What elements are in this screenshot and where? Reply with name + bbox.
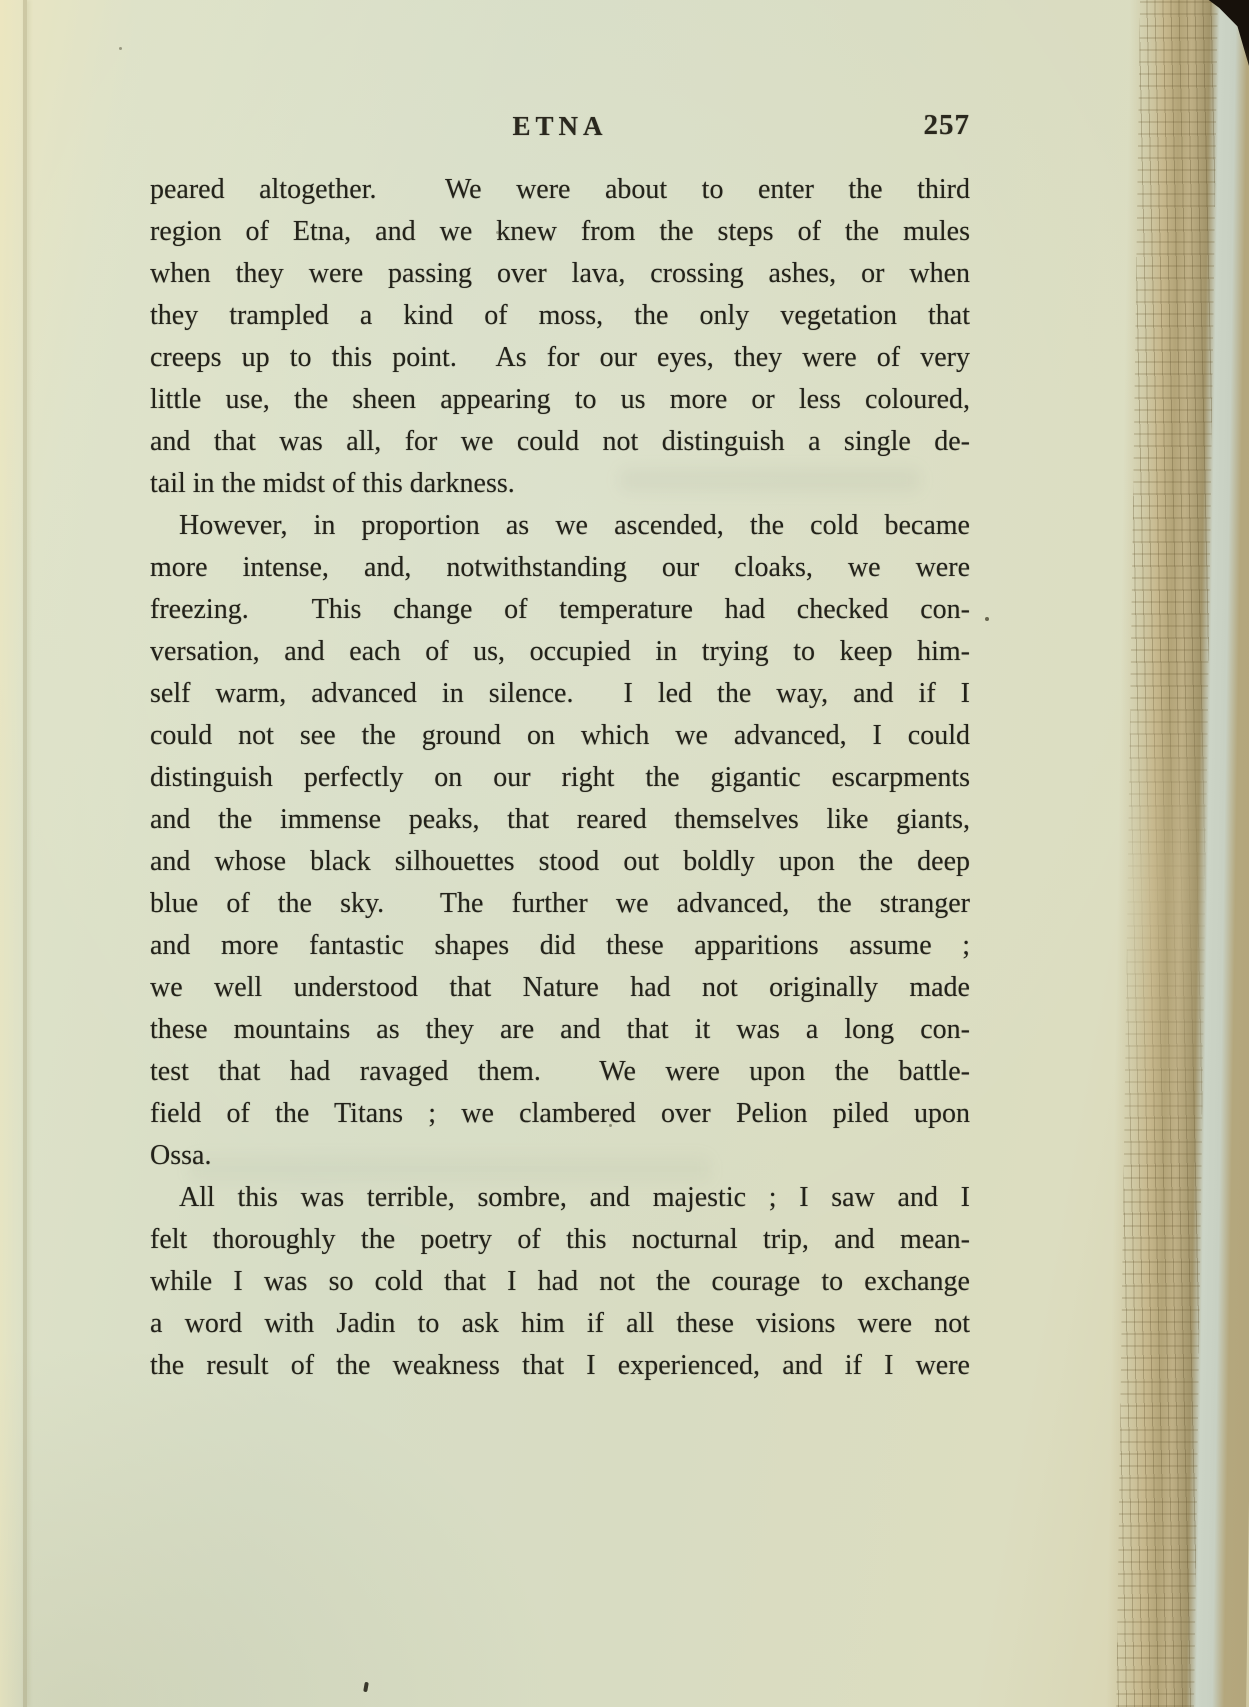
- text-line: Ossa.: [150, 1140, 212, 1171]
- page-header: [150, 111, 970, 147]
- text-line: freezing. This change of temperature had checked con-: [150, 594, 970, 625]
- running-title: ETNA: [512, 111, 608, 141]
- text-line: when they were passing over lava, crossing ashes, or when: [150, 258, 970, 289]
- paragraph: [150, 1177, 970, 1387]
- text-block: [150, 169, 970, 1387]
- text-line: felt thoroughly the poetry of this nocturnal trip, and mean-: [150, 1224, 970, 1255]
- text-line: All this was terrible, sombre, and majestic ; I saw and I: [179, 1182, 970, 1213]
- text-line: creeps up to this point. As for our eyes, they were of very: [150, 342, 970, 373]
- text-line: and whose black silhouettes stood out boldly upon the deep: [150, 846, 970, 877]
- text-line: could not see the ground on which we advanced, I could: [150, 720, 970, 751]
- text-line: little use, the sheen appearing to us more or less coloured,: [150, 384, 970, 415]
- text-line: these mountains as they are and that it was a long con-: [150, 1014, 970, 1045]
- text-line: while I was so cold that I had not the courage to exchange: [150, 1266, 970, 1297]
- text-line: more intense, and, notwithstanding our cloaks, we were: [150, 552, 970, 583]
- text-line: test that had ravaged them. We were upon the battle-: [150, 1056, 970, 1087]
- text-line: they trampled a kind of moss, the only vegetation that: [150, 300, 970, 331]
- text-line: the result of the weakness that I experienced, and if I were: [150, 1350, 970, 1381]
- text-line: and more fantastic shapes did these apparitions assume ;: [150, 930, 970, 961]
- text-line: region of Etna, and we knew from the steps of the mules: [150, 216, 970, 247]
- text-line: and the immense peaks, that reared themselves like giants,: [150, 804, 970, 835]
- text-line: field of the Titans ; we clambered over Pelion piled upon: [150, 1098, 970, 1129]
- text-line: blue of the sky. The further we advanced, the stranger: [150, 888, 970, 919]
- text-line: a word with Jadin to ask him if all these visions were not: [150, 1308, 970, 1339]
- paragraph: [150, 505, 970, 1177]
- text-line: distinguish perfectly on our right the gigantic escarpments: [150, 762, 970, 793]
- text-line: self warm, advanced in silence. I led the way, and if I: [150, 678, 970, 709]
- text-line: peared altogether. We were about to enter the third: [150, 174, 970, 205]
- paragraph: [150, 169, 970, 505]
- page-number: 257: [923, 109, 970, 141]
- text-line: we well understood that Nature had not originally made: [150, 972, 970, 1003]
- text-line: However, in proportion as we ascended, the cold became: [179, 510, 970, 541]
- text-line: versation, and each of us, occupied in trying to keep him-: [150, 636, 970, 667]
- text-line: tail in the midst of this darkness.: [150, 468, 515, 499]
- text-line: and that was all, for we could not distinguish a single de-: [150, 426, 970, 457]
